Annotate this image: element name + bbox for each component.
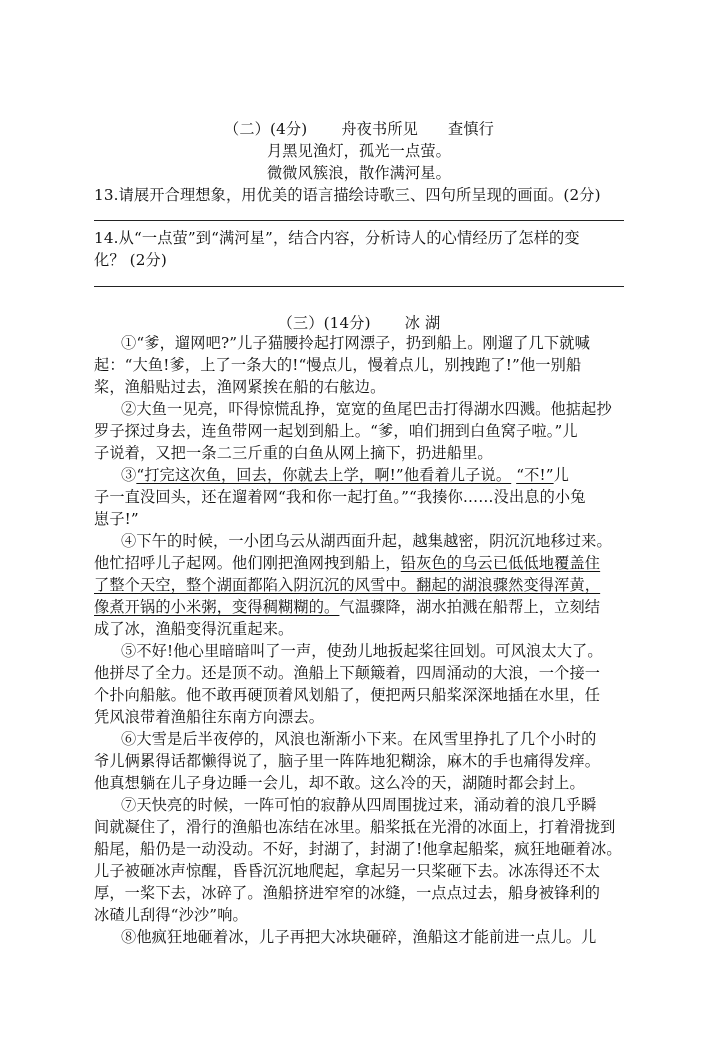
story-heading xyxy=(94,312,624,334)
paragraph-4-line xyxy=(94,574,624,596)
paragraph-7-line: 厚，一桨下去，冰碎了。渔船挤进窄窄的冰缝，一点点过去，船身被锋利的 xyxy=(94,884,601,902)
paragraph-4-line: 成了冰，渔船变得沉重起来。 xyxy=(94,620,294,638)
poem-section-label: （二）(4分) xyxy=(223,120,308,138)
paragraph-7-line: ⑦天快亮的时候，一阵可怕的寂静从四周围拢过来，涌动着的浪几乎瞬 xyxy=(121,796,597,814)
paragraph-6-line: 他真想躺在儿子身边睡一会儿，却不敢。这么冷的天，湖随时都会封上。 xyxy=(94,774,585,792)
paragraph-4-line xyxy=(94,552,624,574)
paragraph-1-line: 桨，渔船贴过去，渔网紧挨在船的右舷边。 xyxy=(94,378,386,396)
underlined-sentence: 铅灰色的乌云已低低地覆盖住 xyxy=(400,554,601,572)
paragraph-3-line: 子一直没回头，还在遛着网“我和你一起打鱼。”“我揍你……没出息的小兔 xyxy=(94,488,586,506)
paragraph-8-line: ⑧他疯狂地砸着冰，儿子再把大冰块砸碎，渔船这才能前进一点儿。儿 xyxy=(121,928,597,946)
paragraph-5-line: 个扑向船舷。他不敢再硬顶着风划船了，便把两只船桨深深地插在水里，任 xyxy=(94,686,601,704)
paragraph-7-line: 船尾，船仍是一动没动。不好，封湖了，封湖了!他拿起船桨，疯狂地砸着冰。 xyxy=(94,840,622,858)
paragraph-7-line: 间就凝住了，滑行的渔船也冻结在冰里。船桨抵在光滑的冰面上，打着滑拢到 xyxy=(94,818,616,836)
paragraph-3-prefix: ③ xyxy=(121,466,137,484)
poem-heading xyxy=(94,118,624,140)
answer-line-13 xyxy=(94,220,624,221)
answer-line-14 xyxy=(94,286,624,287)
paragraph-1-line: ①“爹，遛网吧?”儿子猫腰拎起打网漂子，扔到船上。刚遛了几下就喊 xyxy=(121,334,590,352)
poem-line-2: 微微风簇浪，散作满河星。 xyxy=(266,164,452,182)
paragraph-6-line: 爷儿俩累得话都懒得说了，脑子里一阵阵地犯糊涂，麻木的手也痛得发痒。 xyxy=(94,752,601,770)
poem-author: 查慎行 xyxy=(448,120,495,138)
paragraph-4-text: 气温骤降，湖水拍溅在船帮上，立刻结 xyxy=(339,598,601,616)
paragraph-7-line: 冰碴儿刮得“沙沙”响。 xyxy=(94,906,248,924)
poem-title: 舟夜书所见 xyxy=(341,120,418,138)
paragraph-1-line: 起：“大鱼!爹，上了一条大的!“慢点儿，慢着点儿，别拽跑了!”他一别船 xyxy=(94,356,582,374)
underlined-sentence: “不!” xyxy=(516,466,554,484)
story-title: 冰 湖 xyxy=(404,314,441,332)
question-14-line-2: 化？ (2分) xyxy=(94,251,167,269)
paragraph-2-line: 罗子探过身去，连鱼带网一起划到船上。“爹，咱们拥到白鱼窝子啦。”儿 xyxy=(94,422,578,440)
paragraph-5-line: 凭风浪带着渔船往东南方向漂去。 xyxy=(94,708,325,726)
paragraph-4-line: ④下午的时候，一小团乌云从湖西面升起，越集越密，阴沉沉地移过来。 xyxy=(121,532,612,550)
paragraph-3-line xyxy=(121,464,624,486)
story-section-label: （三）(14分) xyxy=(277,314,371,332)
paragraph-3-suffix: 儿 xyxy=(553,466,569,484)
paragraph-2-line: ②大鱼一见亮，吓得惊慌乱挣，宽宽的鱼尾巴击打得湖水四溅。他掂起抄 xyxy=(121,400,612,418)
underlined-sentence: “打完这次鱼，回去，你就去上学，啊!”他看着儿子说。 xyxy=(136,466,512,484)
paragraph-5-line: ⑤不好!他心里暗暗叫了一声，使劲儿地扳起桨往回划。可风浪太大了。 xyxy=(121,642,603,660)
paragraph-4-line xyxy=(94,596,624,618)
underlined-sentence: 像煮开锅的小米粥，变得稠糊糊的。 xyxy=(94,598,340,616)
underlined-sentence: 了整个天空，整个湖面都陷入阴沉沉的风雪中。翻起的湖浪骤然变得浑黄， xyxy=(94,576,601,594)
paragraph-6-line: ⑥大雪是后半夜停的，风浪也渐渐小下来。在风雪里挣扎了几个小时的 xyxy=(121,730,597,748)
question-14-line-1: 14.从“一点萤”到“满河星”，结合内容，分析诗人的心情经历了怎样的变 xyxy=(94,229,580,247)
question-13: 13.请展开合理想象，用优美的语言描绘诗歌三、四句所呈现的画面。(2分) xyxy=(94,186,601,204)
paragraph-2-line: 子说着，又把一条二三斤重的白鱼从网上摘下，扔进船里。 xyxy=(94,444,493,462)
paragraph-3-line: 崽子!” xyxy=(94,510,139,528)
paragraph-7-line: 儿子被砸冰声惊醒，昏昏沉沉地爬起，拿起另一只桨砸下去。冰冻得还不太 xyxy=(94,862,601,880)
paragraph-4-text: 他忙招呼儿子起网。他们刚把渔网拽到船上， xyxy=(94,554,401,572)
paragraph-5-line: 他拼尽了全力。还是顶不动。渔船上下颠簸着，四周涌动的大浪，一个接一 xyxy=(94,664,601,682)
poem-line-1: 月黑见渔灯，孤光一点萤。 xyxy=(266,142,452,160)
